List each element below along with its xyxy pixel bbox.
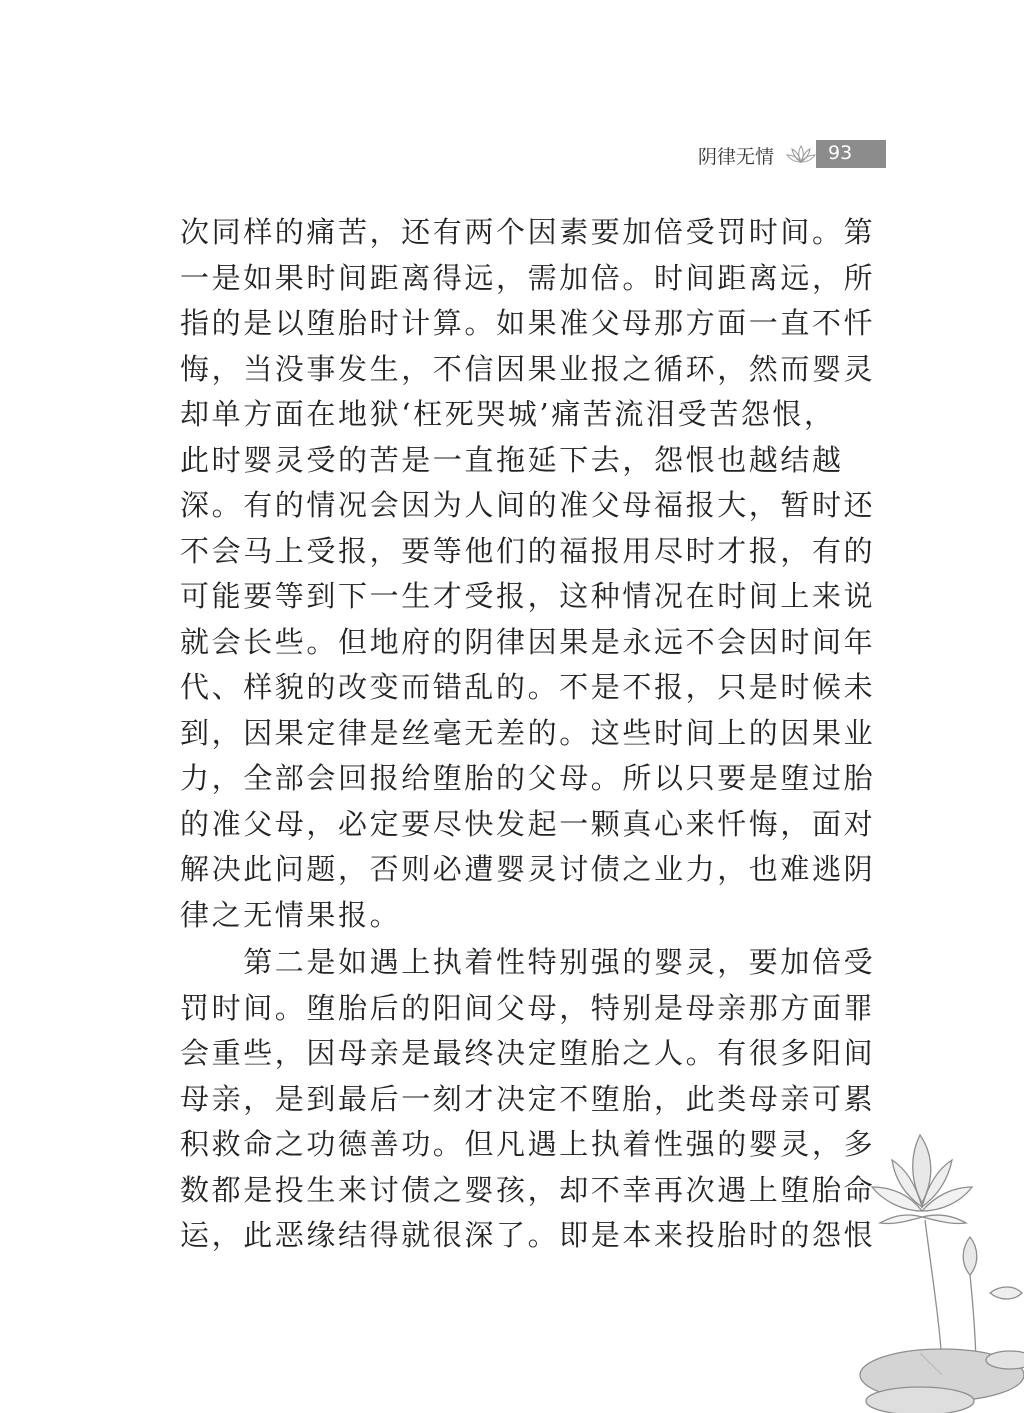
text-line: 此时婴灵受的苦是一直拖延下去，怨恨也越结越 <box>180 442 844 477</box>
lotus-decoration-icon <box>850 1125 1024 1413</box>
text-line: 就会长些。但地府的阴律因果是永远不会因时间年 <box>180 624 876 659</box>
text-line: 解决此问题，否则必遭婴灵讨债之业力，也难逃阴 <box>180 852 876 886</box>
text-line: 不会马上受报，要等他们的福报用尽时才报，有的 <box>180 533 876 568</box>
text-line: 代、样貌的改变而错乱的。不是不报，只是时候未 <box>180 670 876 704</box>
text-line: 到，因果定律是丝毫无差的。这些时间上的因果业 <box>180 715 876 750</box>
text-line: 罚时间。堕胎后的阳间父母，特别是母亲那方面罪 <box>180 990 876 1025</box>
text-line: 深。有的情况会因为人间的准父母福报大，暂时还 <box>180 488 876 522</box>
chapter-title: 阴律无情 <box>698 146 775 168</box>
running-header <box>690 140 890 170</box>
text-line: 悔，当没事发生，不信因果业报之循环，然而婴灵 <box>180 351 876 386</box>
text-line: 指的是以堕胎时计算。如果准父母那方面一直不忏 <box>180 306 876 340</box>
text-line: 第二是如遇上执着性特别强的婴灵，要加倍受 <box>180 945 876 979</box>
text-line: 律之无情果报。 <box>180 897 402 932</box>
text-line: 却单方面在地狱‘枉死哭城’痛苦流泪受苦怨恨， <box>180 397 836 431</box>
text-line: 一是如果时间距离得远，需加倍。时间距离远，所 <box>180 260 876 295</box>
text-line: 数都是投生来讨债之婴孩，却不幸再次遇上堕胎命 <box>180 1172 876 1207</box>
text-line: 母亲，是到最后一刻才决定不堕胎，此类母亲可累 <box>180 1081 876 1116</box>
small-lotus-icon <box>786 142 816 166</box>
text-line: 次同样的痛苦，还有两个因素要加倍受罚时间。第 <box>180 215 876 249</box>
text-line: 会重些，因母亲是最终决定堕胎之人。有很多阳间 <box>180 1036 876 1070</box>
text-line: 积救命之功德善功。但凡遇上执着性强的婴灵，多 <box>180 1127 876 1161</box>
text-line: 力，全部会回报给堕胎的父母。所以只要是堕过胎 <box>180 761 876 795</box>
text-line: 可能要等到下一生才受报，这种情况在时间上来说 <box>180 579 876 613</box>
page-number-box <box>816 140 886 168</box>
body-text <box>180 210 890 1259</box>
text-line: 运，此恶缘结得就很深了。即是本来投胎时的怨恨 <box>180 1218 876 1252</box>
text-line: 的准父母，必定要尽快发起一颗真心来忏悔，面对 <box>180 806 876 841</box>
page-number: 93 <box>828 142 853 164</box>
